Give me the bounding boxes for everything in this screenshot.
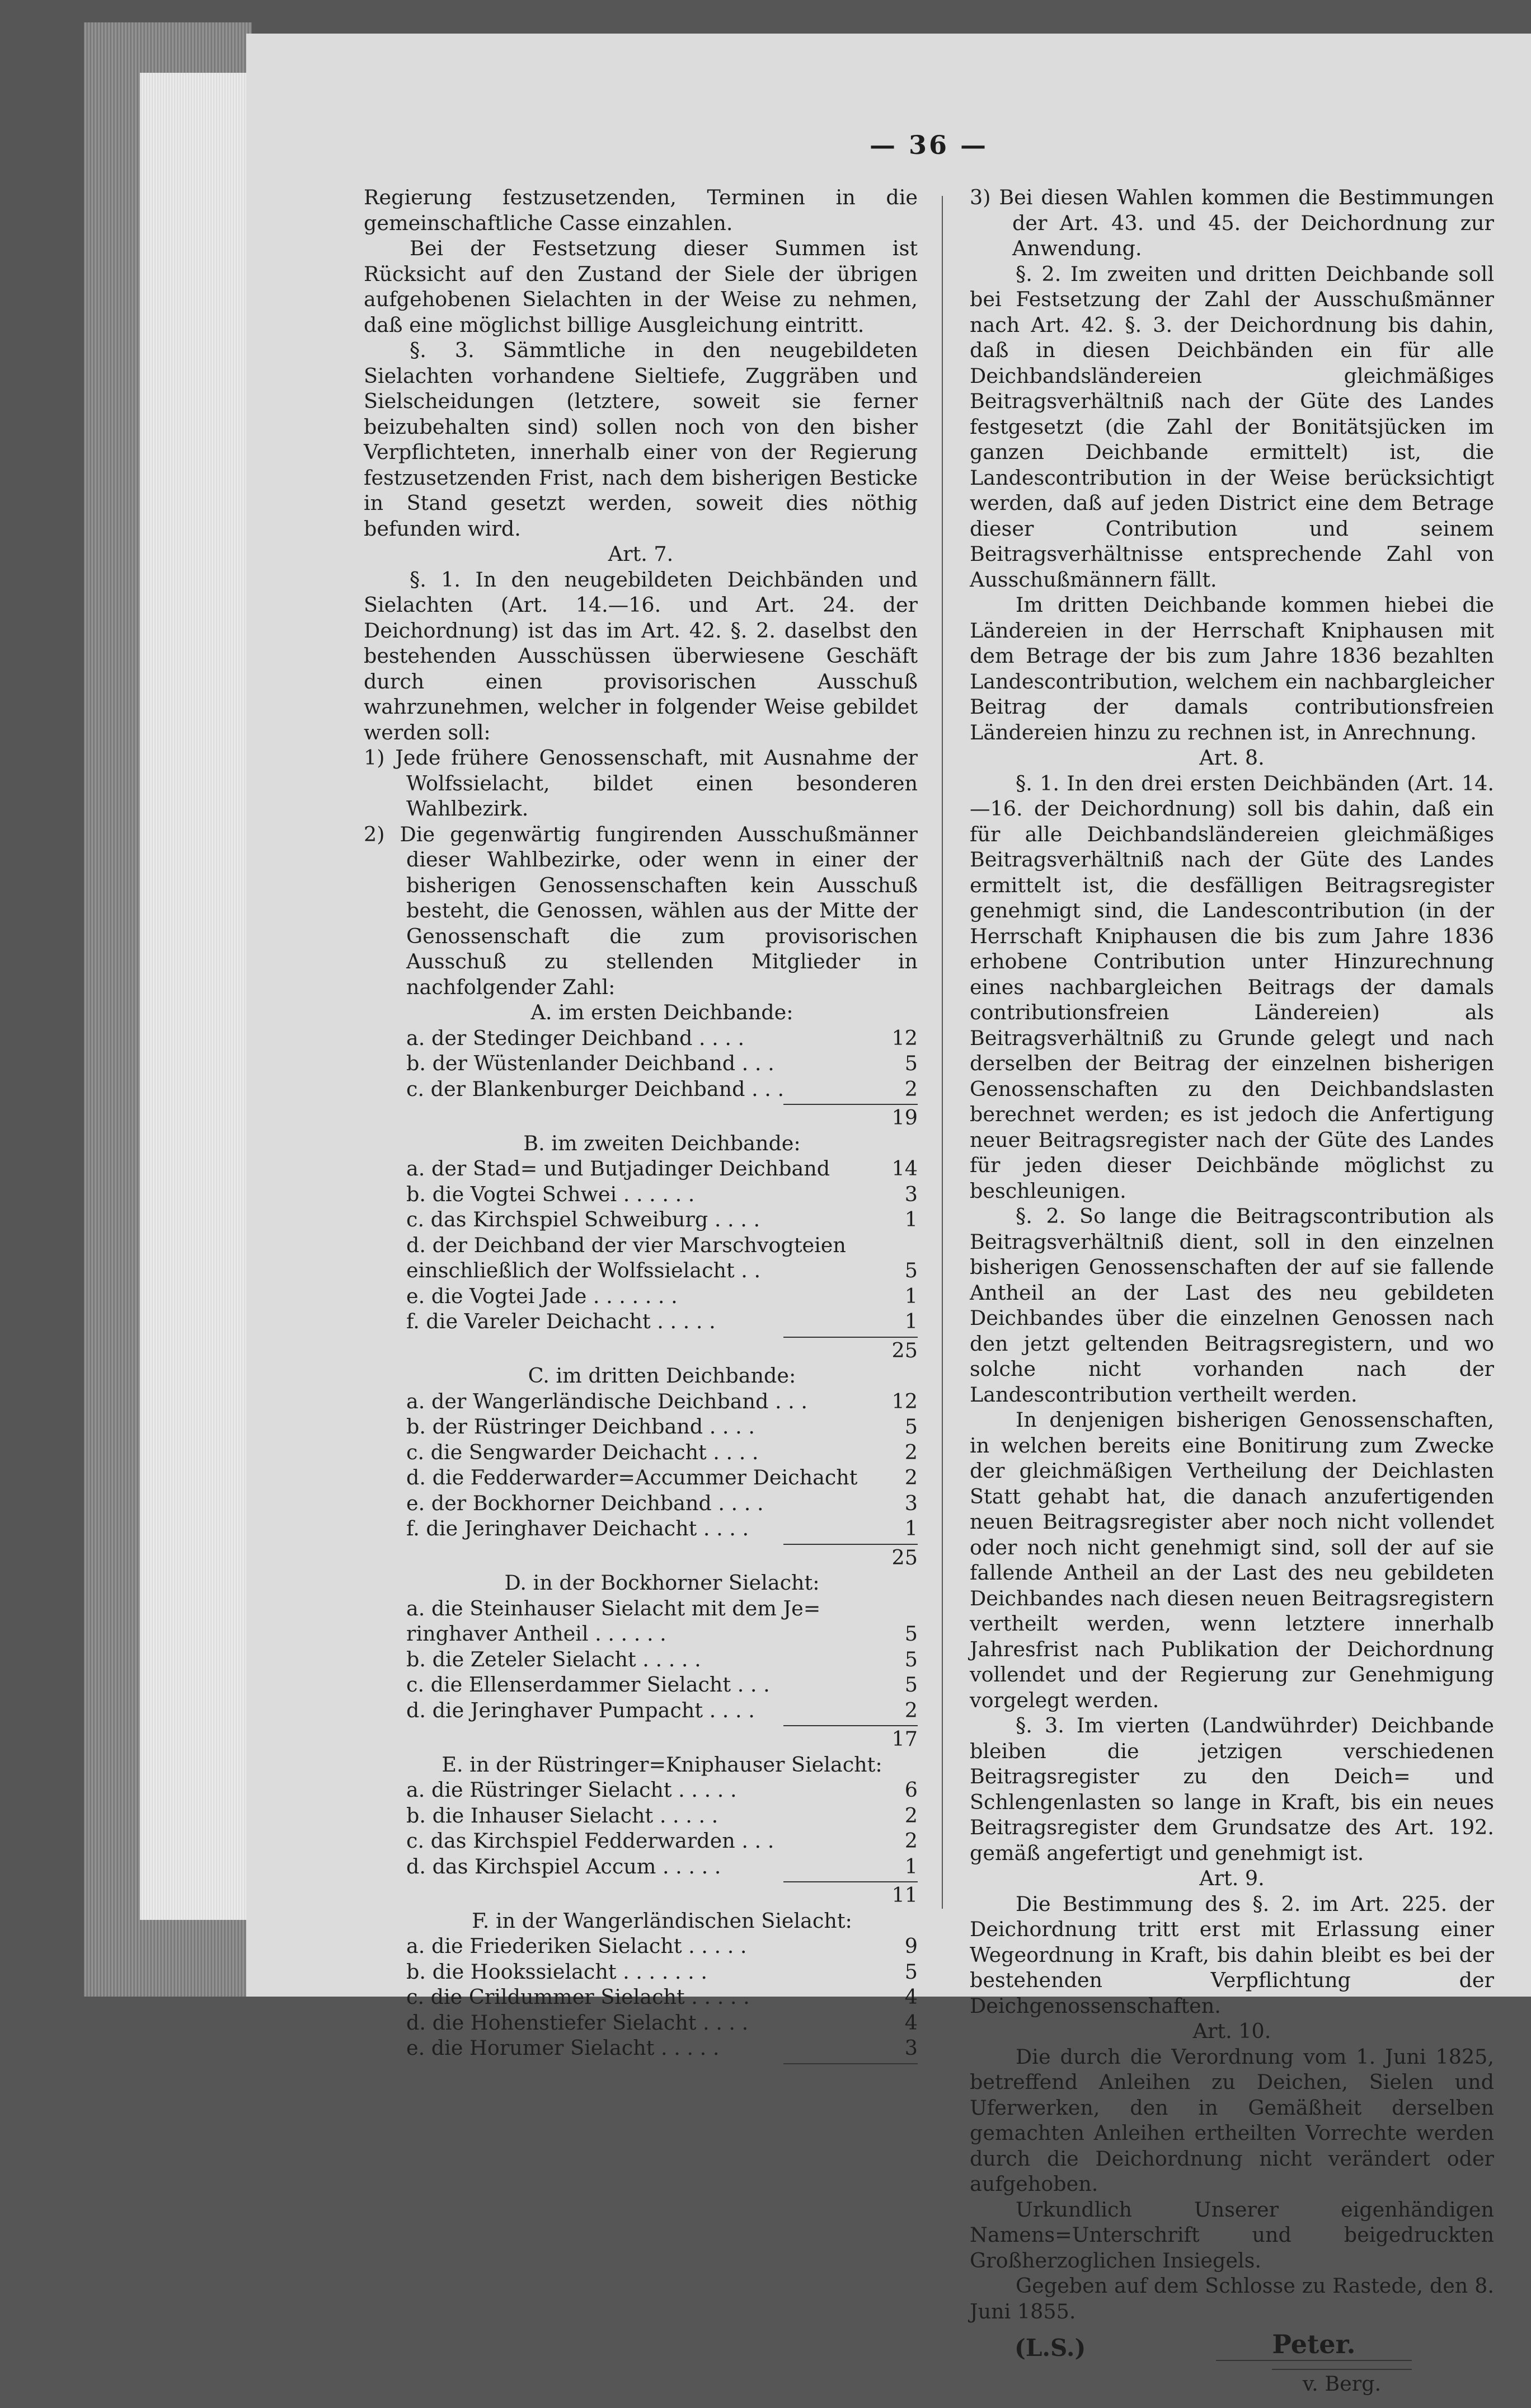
row-label: b. die Vogtei Schwei . . . . . . — [406, 1182, 695, 1206]
row-count: 4 — [904, 1985, 918, 2009]
table-row — [406, 1283, 918, 1309]
row-count: 5 — [904, 1959, 918, 1984]
article-heading: Art. 9. — [1199, 1866, 1265, 1890]
table-row — [406, 1698, 918, 1723]
signature: Peter. — [1216, 2332, 1412, 2361]
row-label: c. die Crildummer Sielacht . . . . . — [406, 1985, 750, 2009]
delegate-group — [406, 1000, 918, 1131]
row-label: c. die Sengwarder Deichacht . . . . — [406, 1440, 759, 1464]
table-row — [406, 1414, 918, 1440]
table-row — [406, 1647, 918, 1673]
row-label: e. die Horumer Sielacht . . . . . — [406, 2036, 720, 2060]
table-row — [406, 1959, 918, 1985]
article-heading: Art. 7. — [608, 542, 674, 566]
delegate-group — [406, 1908, 918, 2064]
paragraph: §. 3. Sämmtliche in den neugebildeten Sielachten vorhandene Sieltiefe, Zuggräben und Sielscheidungen (letztere, soweit sie ferner beizubehalten sind) sollen noch von den bisher Verpflichteten, innerhalb einer von der Regierung festzusetzenden Frist, nach dem bisherigen Besticke in Stand gesetzt werden, soweit dies nöthig befunden wird. — [364, 338, 918, 541]
row-label: d. der Deichband der vier Marschvogteien — [406, 1233, 846, 1257]
table-row — [406, 1051, 918, 1076]
row-label: f. die Jeringhaver Deichacht . . . . — [406, 1516, 749, 1540]
group-total — [783, 2063, 918, 2064]
paragraph: In denjenigen bisherigen Genossenschaften, in welchen bereits eine Bonitirung zum Zwecke der gleichmäßigen Vertheilung der Deichlasten Statt gehabt hat, die danach anzufertigenden neuen Beitragsregister aber noch nicht vollendet oder noch nicht genehmigt sind, soll der auf sie fallende Antheil an der Last des neu gebildeten Deichbandes nach diesen neuen Beitragsregistern vertheilt werden, wenn letztere innerhalb Jahresfrist nach Publikation der Deichordnung vollendet und der Regierung zur Genehmigung vorgelegt werden. — [970, 1408, 1494, 1712]
row-count: 1 — [904, 1854, 918, 1878]
seal-mark: (L.S.) — [1015, 2334, 1086, 2362]
row-count: 5 — [904, 1647, 918, 1671]
paragraph: Urkundlich Unserer eigenhändigen Namens=Unterschrift und beigedruckten Großherzoglichen Insiegels. — [970, 2197, 1494, 2273]
row-label: a. die Friederiken Sielacht . . . . . — [406, 1934, 747, 1958]
table-row — [406, 1076, 918, 1102]
article-heading: Art. 8. — [1199, 746, 1265, 770]
total-count: 19 — [891, 1105, 918, 1130]
table-row — [406, 1233, 918, 1258]
signature-block — [970, 2330, 1494, 2408]
row-label: a. die Rüstringer Sielacht . . . . . — [406, 1778, 737, 1802]
total-count: 25 — [891, 1338, 918, 1362]
table-row — [406, 2035, 918, 2061]
delegate-group — [406, 1752, 918, 1908]
row-label: d. die Fedderwarder=Accummer Deichacht — [406, 1465, 858, 1489]
list-item: 1) Jede frühere Genossenschaft, mit Ausnahme der Wolfssielacht, bildet einen besonderen Wahlbezirk. — [364, 746, 918, 821]
list-item: 3) Bei diesen Wahlen kommen die Bestimmungen der Art. 43. und 45. der Deichordnung zur Anwendung. — [970, 185, 1494, 260]
group-heading: D. in der Bockhorner Sielacht: — [504, 1571, 820, 1595]
row-label: c. der Blankenburger Deichband . . . — [406, 1076, 785, 1101]
row-label: c. das Kirchspiel Fedderwarden . . . — [406, 1829, 774, 1853]
table-row — [406, 1854, 918, 1880]
row-label: a. die Steinhauser Sielacht mit dem Je= — [406, 1596, 821, 1620]
row-count: 2 — [904, 1440, 918, 1464]
table-row — [406, 1828, 918, 1854]
table-row — [406, 1491, 918, 1516]
row-count: 1 — [904, 1516, 918, 1540]
group-heading: F. in der Wangerländischen Sielacht: — [472, 1908, 852, 1933]
table-row — [406, 1156, 918, 1182]
delegate-group — [406, 1363, 918, 1570]
group-heading: C. im dritten Deichbande: — [528, 1364, 796, 1388]
table-row — [406, 1933, 918, 1959]
table-row — [406, 2010, 918, 2036]
delegate-group — [406, 1570, 918, 1752]
group-heading: B. im zweiten Deichbande: — [523, 1131, 801, 1155]
row-count: 5 — [904, 1622, 918, 1646]
table-row — [406, 1207, 918, 1233]
row-label: b. der Wüstenlander Deichband . . . — [406, 1051, 774, 1075]
paragraph: Die durch die Verordnung vom 1. Juni 1825, betreffend Anleihen zu Deichen, Sielen und Uferwerken, den in Gemäßheit derselben gemachten Anleihen ertheilten Vorrechte werden durch die Deichordnung nicht verändert oder aufgehoben. — [970, 2044, 1494, 2196]
table-row — [406, 1258, 918, 1283]
table-row — [406, 1465, 918, 1491]
row-count: 1 — [904, 1309, 918, 1333]
table-row — [406, 1389, 918, 1414]
row-label: ringhaver Antheil . . . . . . — [406, 1622, 666, 1646]
row-count: 9 — [904, 1934, 918, 1958]
total-count: 17 — [891, 1727, 918, 1751]
row-count: 5 — [904, 1673, 918, 1697]
row-label: einschließlich der Wolfssielacht . . — [406, 1258, 761, 1282]
table-row — [406, 1621, 918, 1647]
row-count: 2 — [904, 1698, 918, 1722]
paragraph: Gegeben auf dem Schlosse zu Rastede, den 8. Juni 1855. — [970, 2274, 1494, 2323]
group-total — [783, 1104, 918, 1131]
row-label: c. die Ellenserdammer Sielacht . . . — [406, 1673, 770, 1697]
row-count: 5 — [904, 1051, 918, 1075]
paragraph: §. 2. Im zweiten und dritten Deichbande soll bei Festsetzung der Zahl der Ausschußmänner nach Art. 42. §. 3. der Deichordnung bis dahin, daß in diesen Deichbänden ein für alle Deichbandsländereien gleichmäßiges Beitragsverhältniß nach der Güte des Landes festgesetzt (die Zahl der Bonitätsjücken im ganzen Deichbande ermittelt) ist, die Landescontribution in der Weise berücksichtigt werden, daß auf jeden District eine dem Betrage dieser Contribution und seinem Beitragsverhältnisse entsprechende Zahl von Ausschußmännern fällt. — [970, 261, 1494, 592]
row-count: 2 — [904, 1829, 918, 1853]
delegate-group — [406, 1131, 918, 1364]
table-row — [406, 1025, 918, 1051]
row-count: 4 — [904, 2010, 918, 2035]
column-divider — [942, 196, 943, 1909]
row-label: d. die Jeringhaver Pumpacht . . . . — [406, 1698, 755, 1722]
total-count: 11 — [891, 1883, 918, 1907]
row-count: 12 — [891, 1025, 918, 1050]
list-item: 2) Die gegenwärtig fungirenden Ausschußmänner dieser Wahlbezirke, oder wenn in einer der bisherigen Genossenschaften kein Ausschuß besteht, die Genossen, wählen aus der Mitte der Genossenschaft die zum provisorischen Ausschuß zu stellenden Mitglieder in nachfolgender Zahl: — [364, 822, 918, 999]
row-count: 6 — [904, 1778, 918, 1802]
table-row — [406, 1777, 918, 1803]
row-label: c. das Kirchspiel Schweiburg . . . . — [406, 1207, 760, 1231]
table-row — [406, 1672, 918, 1698]
group-total — [783, 1337, 918, 1364]
group-heading: A. im ersten Deichbande: — [530, 1000, 793, 1024]
row-label: f. die Vareler Deichacht . . . . . — [406, 1309, 716, 1333]
row-label: a. der Stad= und Butjadinger Deichband — [406, 1156, 830, 1180]
row-count: 1 — [904, 1283, 918, 1308]
table-row — [406, 1596, 918, 1622]
left-column — [364, 185, 918, 2064]
table-row — [406, 1516, 918, 1542]
row-count: 2 — [904, 1076, 918, 1101]
row-label: d. das Kirchspiel Accum . . . . . — [406, 1854, 721, 1878]
group-total — [783, 1544, 918, 1571]
row-label: b. die Zeteler Sielacht . . . . . — [406, 1647, 701, 1671]
row-count: 3 — [904, 1491, 918, 1515]
paragraph: §. 2. So lange die Beitragscontribution als Beitragsverhältniß dient, soll in den einzelnen bisherigen Genossenschaften der auf sie fallende Antheil an der Last des neu gebildeten Deichbandes über die einzelnen Genossen nach den jetzt geltenden Beitragsregistern, und wo solche nicht vorhanden nach der Landescontribution vertheilt werden. — [970, 1204, 1494, 1407]
paragraph: Bei der Festsetzung dieser Summen ist Rücksicht auf den Zustand der Siele der übrigen aufgehobenen Sielachten in der Weise zu nehmen, daß eine möglichst billige Ausgleichung eintritt. — [364, 236, 918, 337]
total-count: 25 — [891, 1545, 918, 1570]
paragraph: Im dritten Deichbande kommen hiebei die Ländereien in der Herrschaft Kniphausen mit dem Betrage der bis zum Jahre 1836 bezahlten Landescontribution, welchem ein nachbargleicher Beitrag der damals contributionsfreien Ländereien hinzu zu rechnen ist, in Anrechnung. — [970, 593, 1494, 744]
table-row — [406, 1182, 918, 1207]
right-column — [970, 185, 1494, 2408]
row-count: 1 — [904, 1207, 918, 1231]
row-label: d. die Hohenstiefer Sielacht . . . . — [406, 2010, 749, 2035]
group-total — [783, 1881, 918, 1908]
row-label: b. der Rüstringer Deichband . . . . — [406, 1414, 755, 1439]
table-row — [406, 1984, 918, 2010]
row-count: 3 — [904, 1182, 918, 1206]
group-total — [783, 1725, 918, 1752]
table-row — [406, 1440, 918, 1465]
table-row — [406, 1309, 918, 1334]
paragraph: Die Bestimmung des §. 2. im Art. 225. der Deichordnung tritt erst mit Erlassung einer Wegeordnung in Kraft, bis dahin bleibt es bei der bestehenden Verpflichtung der Deichgenossenschaften. — [970, 1891, 1494, 2018]
row-count: 12 — [891, 1389, 918, 1413]
paragraph: §. 1. In den drei ersten Deichbänden (Art. 14.—16. der Deichordnung) soll bis dahin, daß ein für alle Deichbandsländereien gleichmäßiges Beitragsverhältniß nach der Güte des Landes ermittelt ist, die desfälligen Beitragsregister genehmigt sind, die Landescontribution (in der Herrschaft Kniphausen die bis zum Jahre 1836 erhobene Contribution unter Hinzurechnung eines nachbargleichen Beitrags der damals contributionsfreien Ländereien) als Beitragsverhältniß zu Grunde gelegt und nach derselben der Beitrag der einzelnen bisherigen Genossenschaften zu den Deichbandslasten berechnet werden; es ist jedoch die Anfertigung neuer Beitragsregister nach der Güte des Landes für jeden dieser Deichbände möglichst zu beschleunigen. — [970, 771, 1494, 1203]
paragraph: §. 3. Im vierten (Landwührder) Deichbande bleiben die jetzigen verschiedenen Beitragsregister zu den Deich= und Schlengenlasten so lange in Kraft, bis ein neues Beitragsregister dem Grundsatze des Art. 192. gemäß angefertigt und genehmigt ist. — [970, 1713, 1494, 1865]
row-count: 5 — [904, 1258, 918, 1282]
row-count: 3 — [904, 2036, 918, 2060]
group-heading: E. in der Rüstringer=Kniphauser Sielacht: — [442, 1752, 882, 1777]
countersignature: v. Berg. — [1272, 2369, 1412, 2397]
row-count: 2 — [904, 1465, 918, 1489]
page-number: — 36 — — [869, 130, 989, 160]
row-label: b. die Inhauser Sielacht . . . . . — [406, 1803, 718, 1828]
paragraph: Regierung festzusetzenden, Terminen in die gemeinschaftliche Casse einzahlen. — [364, 185, 918, 235]
table-row — [406, 1803, 918, 1829]
row-count: 5 — [904, 1414, 918, 1439]
row-label: e. der Bockhorner Deichband . . . . — [406, 1491, 764, 1515]
row-label: e. die Vogtei Jade . . . . . . . — [406, 1283, 678, 1308]
row-label: a. der Stedinger Deichband . . . . — [406, 1025, 745, 1050]
article-heading: Art. 10. — [1192, 2019, 1271, 2043]
paragraph: §. 1. In den neugebildeten Deichbänden und Sielachten (Art. 14.—16. und Art. 24. der Deichordnung) ist das im Art. 42. §. 2. daselbst den bestehenden Ausschüssen überwiesene Geschäft durch einen provisorischen Ausschuß wahrzunehmen, welcher in folgender Weise gebildet werden soll: — [364, 567, 918, 744]
row-label: a. der Wangerländische Deichband . . . — [406, 1389, 807, 1413]
row-count: 14 — [891, 1156, 918, 1180]
delegate-table — [364, 1000, 918, 2064]
row-count: 2 — [904, 1803, 918, 1828]
row-label: b. die Hookssielacht . . . . . . . — [406, 1959, 707, 1984]
